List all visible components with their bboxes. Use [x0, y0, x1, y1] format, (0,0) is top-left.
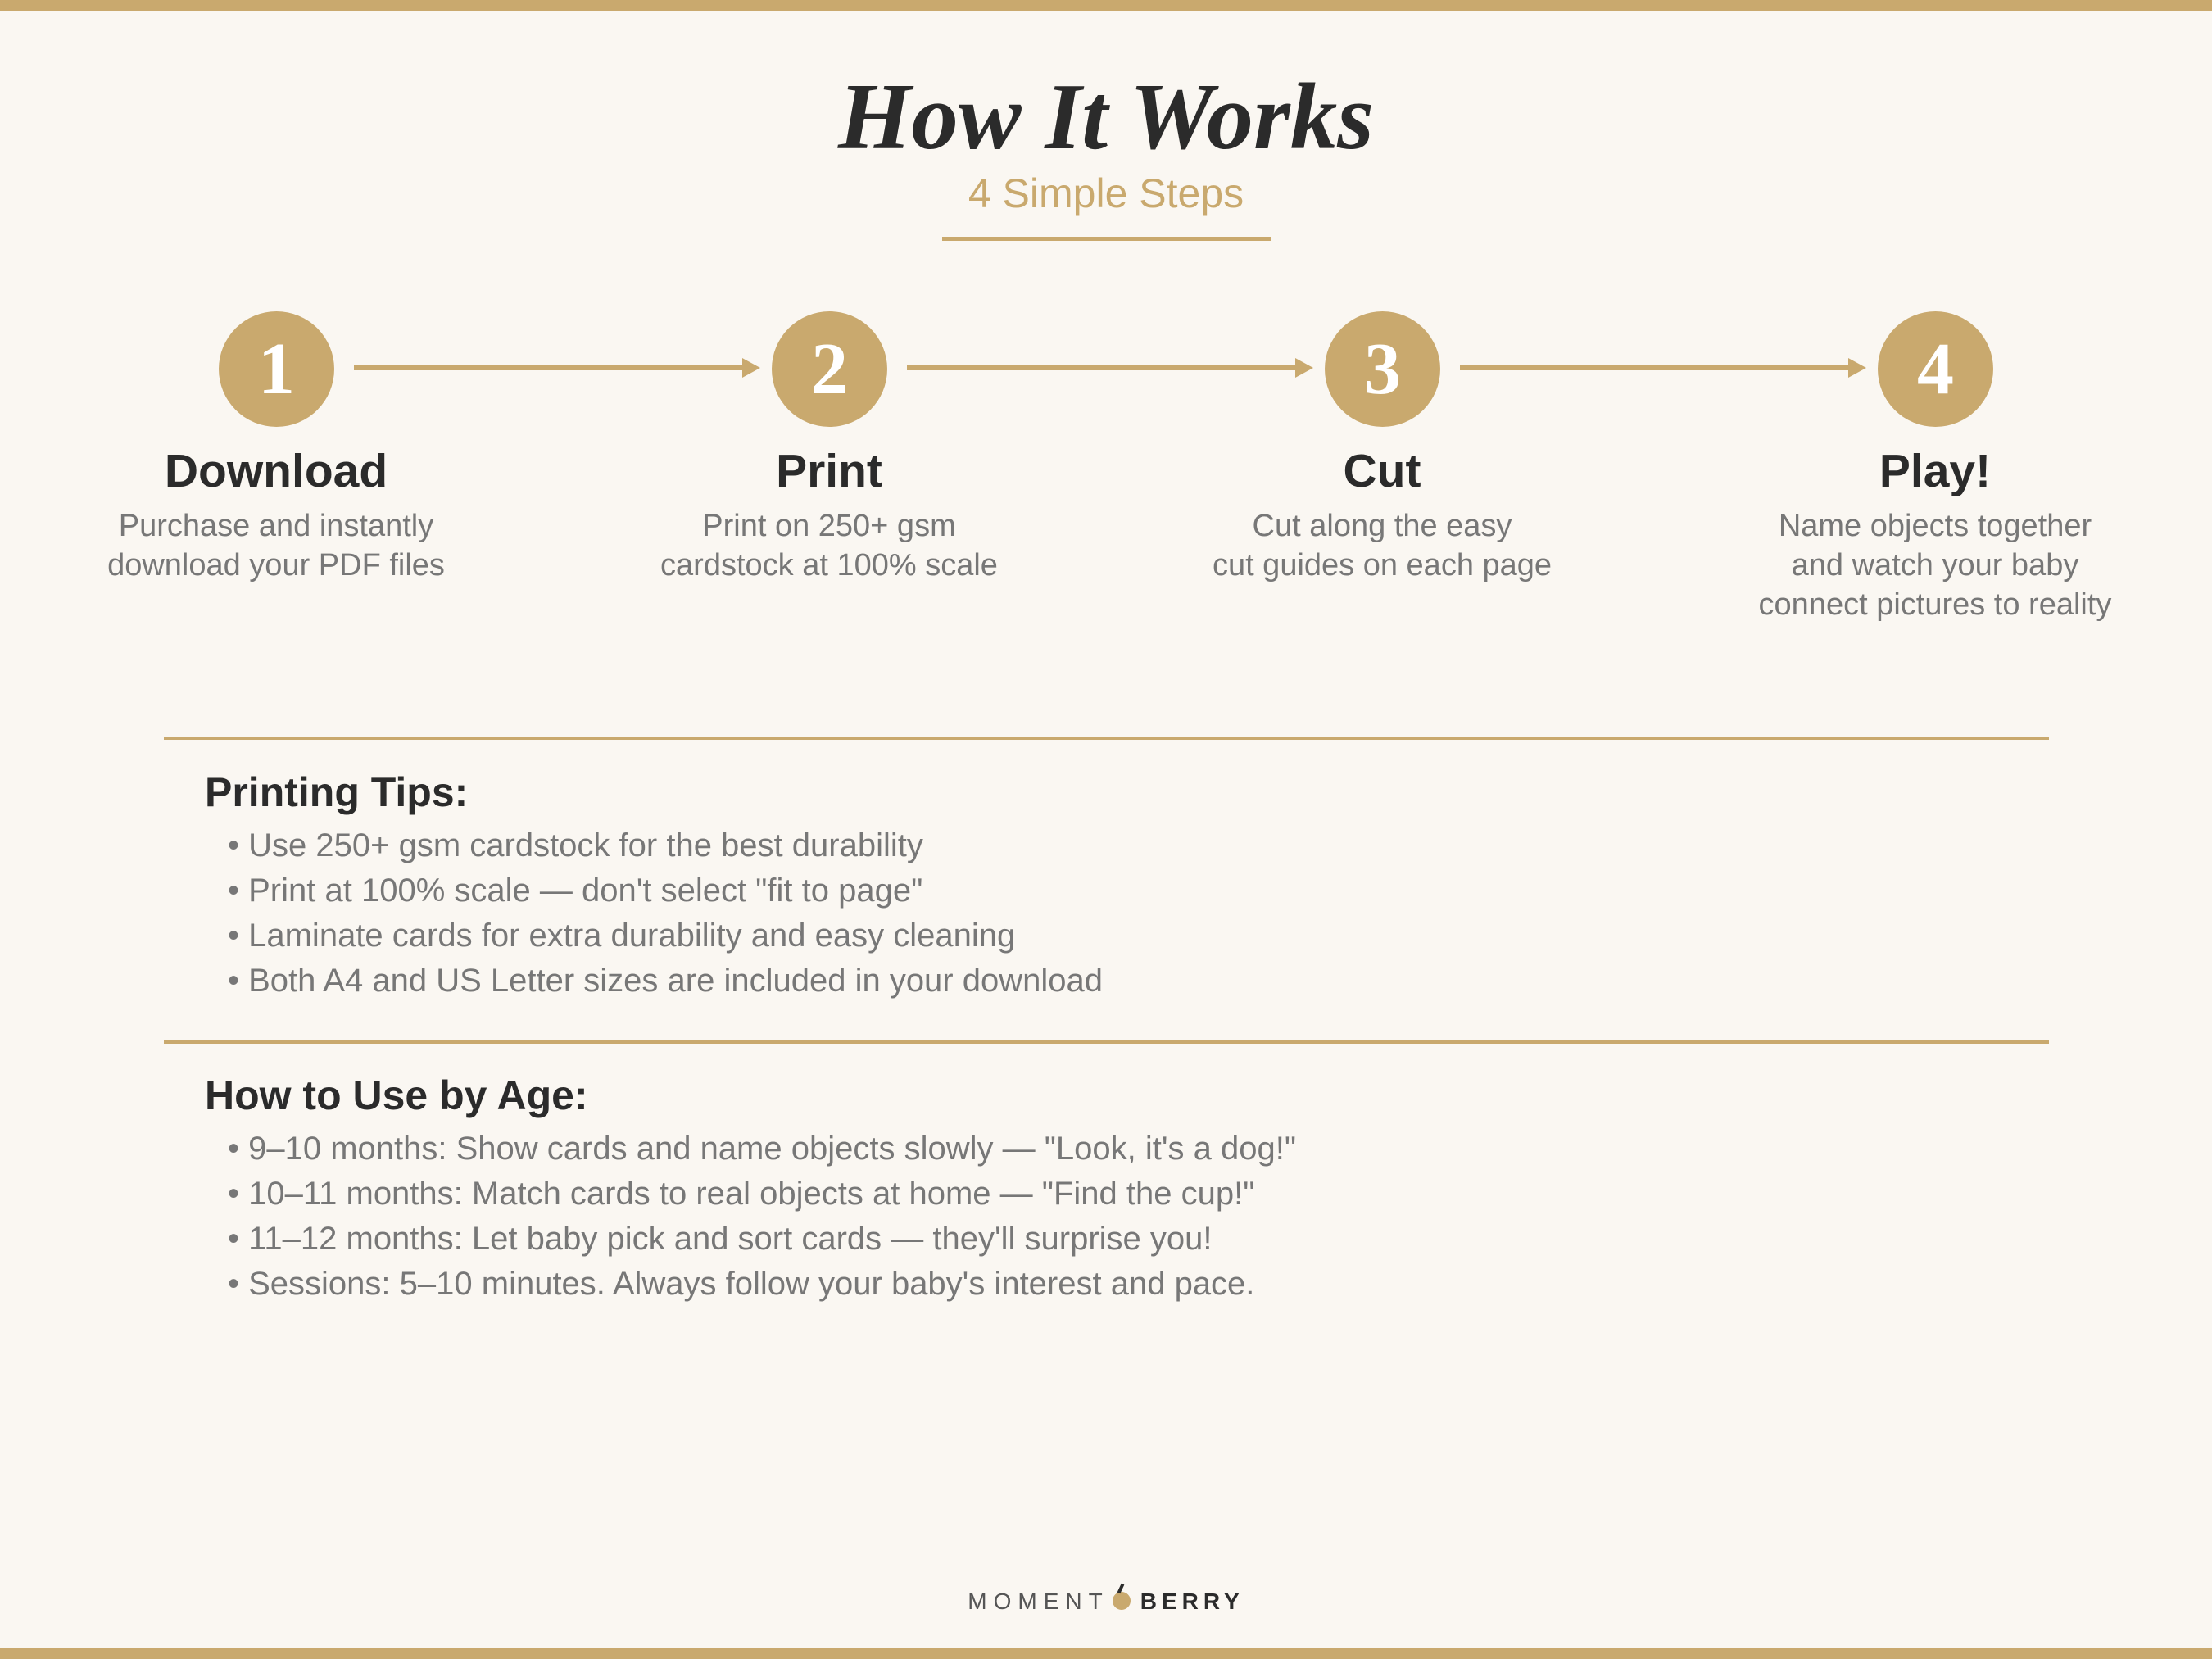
arrow-right-icon: [1848, 358, 1866, 378]
step-2-description: Print on 250+ gsm cardstock at 100% scale: [660, 509, 998, 582]
page-subtitle: 4 Simple Steps: [968, 170, 1244, 216]
arrow-right-icon: [742, 358, 760, 378]
page-title: How It Works: [837, 65, 1374, 169]
brand-name-left: MOMENT: [968, 1589, 1109, 1614]
step-2-number-badge: 2: [772, 311, 887, 427]
printing-tips-heading: Printing Tips:: [205, 769, 469, 815]
age-guide-divider: [164, 1040, 2049, 1044]
brand-name-right: BERRY: [1140, 1589, 1244, 1614]
top-accent-bar: [0, 0, 2212, 11]
age-guide-heading: How to Use by Age:: [205, 1072, 588, 1118]
list-item: • Both A4 and US Letter sizes are included in your download: [228, 963, 1103, 999]
step-2-to-3-connector: [907, 365, 1299, 370]
printing-tips-divider: [164, 737, 2049, 740]
list-item: • 11–12 months: Let baby pick and sort cards — they'll surprise you!: [228, 1221, 1213, 1257]
brand-logo: [0, 1588, 2212, 1616]
step-1-to-2-connector: [354, 365, 746, 370]
arrow-right-icon: [1295, 358, 1313, 378]
list-item: • Sessions: 5–10 minutes. Always follow your baby's interest and pace.: [228, 1266, 1255, 1302]
bottom-accent-bar: [0, 1648, 2212, 1659]
step-4-description: Name objects together and watch your baby connect pictures to reality: [1758, 509, 2112, 622]
list-item: • Laminate cards for extra durability and easy cleaning: [228, 918, 1016, 954]
step-4-label: Play!: [1879, 445, 1992, 497]
step-1-number-badge: 1: [219, 311, 334, 427]
step-4-number-badge: 4: [1878, 311, 1993, 427]
printing-tips-list: [228, 823, 1103, 1004]
step-3-number-badge: 3: [1325, 311, 1440, 427]
step-1-label: Download: [164, 445, 388, 497]
list-item: • 10–11 months: Match cards to real objects at home — "Find the cup!": [228, 1176, 1255, 1212]
list-item: • Use 250+ gsm cardstock for the best durability: [228, 827, 923, 863]
list-item: • 9–10 months: Show cards and name objects slowly — "Look, it's a dog!": [228, 1131, 1297, 1167]
title-underline: [942, 237, 1271, 241]
berry-icon: [1113, 1592, 1131, 1610]
step-1-description: Purchase and instantly download your PDF files: [107, 509, 445, 582]
age-guide-list: [228, 1126, 1296, 1307]
list-item: • Print at 100% scale — don't select "fit to page": [228, 873, 923, 909]
step-3-description: Cut along the easy cut guides on each page: [1212, 509, 1552, 582]
step-3-to-4-connector: [1460, 365, 1852, 370]
step-3-label: Cut: [1343, 445, 1421, 497]
step-2-label: Print: [776, 445, 882, 497]
